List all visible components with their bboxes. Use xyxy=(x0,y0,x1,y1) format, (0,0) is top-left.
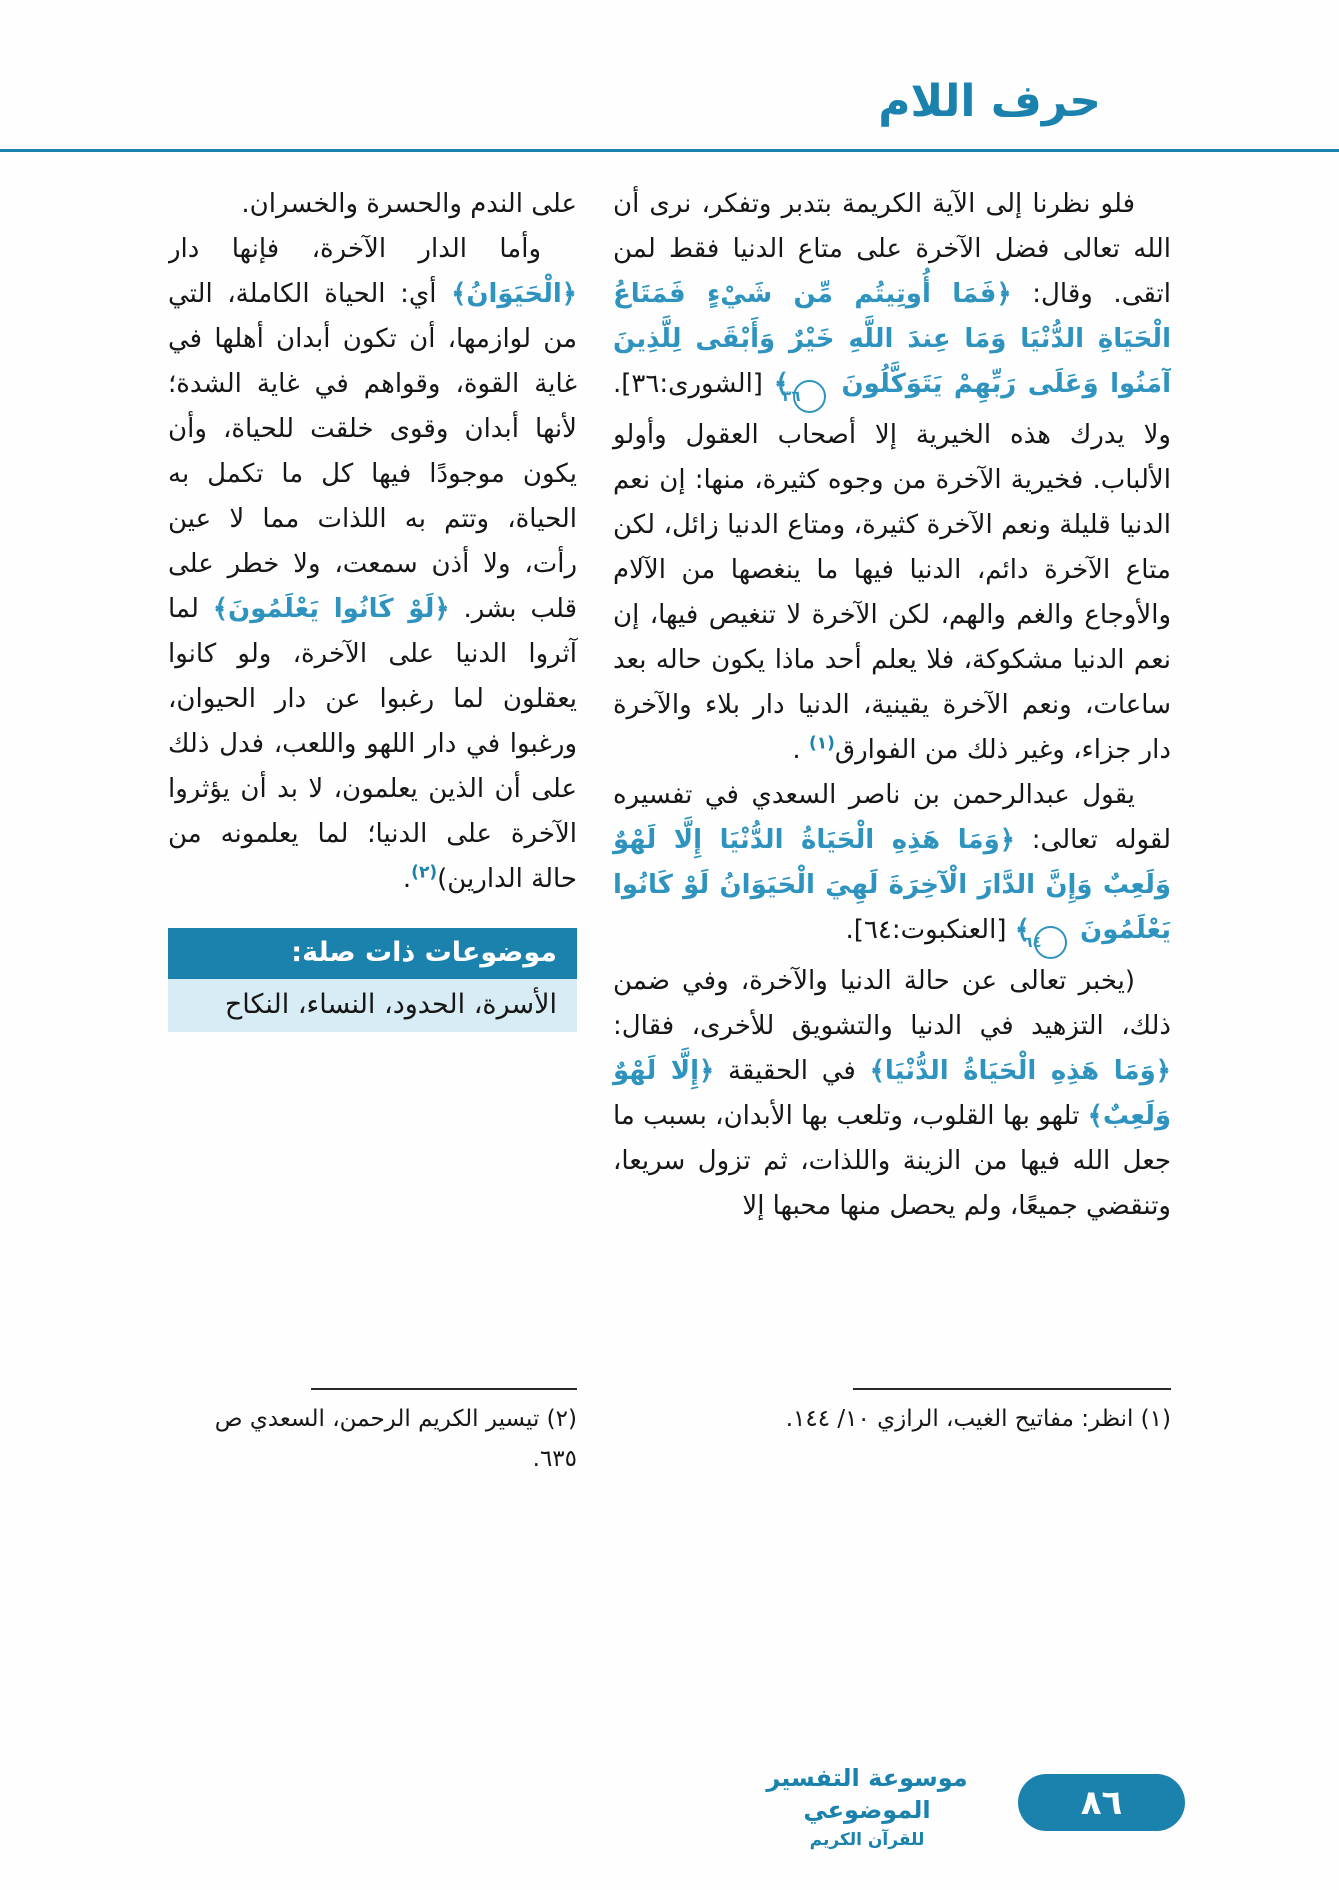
column-left xyxy=(168,182,577,1394)
body-text: على الندم والحسرة والخسران. xyxy=(241,189,577,219)
body-text: . xyxy=(792,735,809,765)
ayah-number-ornament: ٦٤ xyxy=(1034,926,1067,959)
body-text: وأما الدار الآخرة، فإنها دار xyxy=(168,234,541,264)
paragraph xyxy=(613,182,1171,773)
quran-quote: ﴾ xyxy=(1014,915,1030,945)
body-text: [الشورى:٣٦]. ولا يدرك هذه الخيرية إلا أصحاب العقول وأولو الألباب. فخيرية الآخرة من وجوه كثيرة، منها: إن نعم الدنيا قليلة ونعم الآخرة كثيرة، ومتاع الدنيا زائل، لكن متاع الآخرة دائم، الدنيا فيها ما ينغصها من الآلام والأوجاع والغم والهم، لكن الآخرة لا تنغيص فيها، إن نعم الدنيا مشكوكة، فلا يعلم أحد ماذا يكون حاله بعد ساعات، ونعم الآخرة يقينية، الدنيا دار بلاء والآخرة دار جزاء، وغير ذلك من الفوارق xyxy=(613,369,1171,765)
related-topics-title: موضوعات ذات صلة: xyxy=(168,928,577,979)
logo-subtitle: للقرآن الكريم xyxy=(809,1830,925,1850)
chapter-title: حرف اللام xyxy=(878,76,1101,127)
footnote-2-text: (٢) تيسير الكريم الرحمن، السعدي ص ٦٣٥. xyxy=(214,1406,577,1472)
related-topics-box xyxy=(168,928,577,1032)
footnote-1 xyxy=(613,1388,1171,1479)
paragraph xyxy=(613,959,1171,1229)
body-text: (يخبر تعالى عن حالة الدنيا والآخرة، وفي ضمن ذلك، التزهيد في الدنيا والتشويق للأخرى، فقال: xyxy=(613,966,1171,1041)
quran-quote: ﴿لَوْ كَانُوا يَعْلَمُونَ﴾ xyxy=(212,594,450,624)
footnote-reference: (٢) xyxy=(411,862,438,883)
paragraph xyxy=(168,227,577,902)
body-text: . xyxy=(402,864,412,894)
header-divider xyxy=(0,149,1339,152)
footnote-2 xyxy=(168,1388,577,1479)
paragraph xyxy=(613,773,1171,959)
quran-quote: ﴾ xyxy=(773,369,789,399)
body-text: تلهو بها القلوب، وتلعب بها الأبدان، بسبب ما جعل الله فيها من الزينة واللذات، ثم تزول سريعا، وتنقضي جميعًا، ولم يحصل منها محبها إلا xyxy=(613,1101,1171,1221)
paragraph xyxy=(168,182,577,227)
publisher-logo xyxy=(745,1762,989,1850)
body-text: [العنكبوت:٦٤]. xyxy=(845,915,1015,945)
two-column-text xyxy=(168,182,1171,1394)
quran-quote: ﴿وَمَا هَذِهِ الْحَيَاةُ الدُّنْيَا إِلَّا لَهْوٌ وَلَعِبٌ وَإِنَّ الدَّارَ الْآخِرَةَ لَهِيَ الْحَيَوَانُ لَوْ كَانُوا يَعْلَمُونَ xyxy=(613,825,1171,945)
body-text: فلو نظرنا إلى الآية الكريمة بتدبر وتفكر، نرى أن الله تعالى فضل الآخرة على متاع الدنيا فقط لمن اتقى. وقال: xyxy=(613,189,1171,309)
footnotes xyxy=(168,1388,1171,1479)
body-text: أي: الحياة الكاملة، التي من لوازمها، أن تكون أبدان أهلها في غاية القوة، وقواهم في غاية الشدة؛ لأنها أبدان وقوى خلقت للحياة، وأن يكون موجودًا فيها كل ما تكمل به الحياة، وتتم به اللذات مما لا عين رأت، ولا أذن سمعت، ولا خطر على قلب بشر. xyxy=(168,279,578,624)
page-number-badge: ٨٦ xyxy=(1018,1774,1185,1831)
body-text: في الحقيقة xyxy=(714,1056,870,1086)
column-left-text xyxy=(168,182,577,902)
column-right xyxy=(613,182,1171,1394)
logo-title: موسوعة التفسير الموضوعي xyxy=(766,1764,968,1824)
body-text: يقول عبدالرحمن بن ناصر السعدي في تفسيره لقوله تعالى: xyxy=(613,780,1171,855)
footnote-1-text: (١) انظر: مفاتيح الغيب، الرازي ١٠/ ١٤٤. xyxy=(785,1406,1171,1432)
ayah-number-ornament: ٣٦ xyxy=(793,380,826,413)
quran-quote: ﴿وَمَا هَذِهِ الْحَيَاةُ الدُّنْيَا﴾ xyxy=(869,1056,1171,1086)
body-text: لما آثروا الدنيا على الآخرة، ولو كانوا يعقلون لما رغبوا عن دار الحيوان، ورغبوا في دار اللهو واللعب، فدل ذلك على أن الذين يعلمون، لا بد أن يؤثروا الآخرة على الدنيا؛ لما يعلمونه من حالة الدارين) xyxy=(168,594,577,894)
related-topics-list: الأسرة، الحدود، النساء، النكاح xyxy=(168,979,577,1032)
quran-quote: ﴿الْحَيَوَانُ﴾ xyxy=(451,279,577,309)
quran-quote: ﴿فَمَا أُوتِيتُم مِّن شَيْءٍ فَمَتَاعُ الْحَيَاةِ الدُّنْيَا وَمَا عِندَ اللَّهِ خَيْرٌ وَأَبْقَى لِلَّذِينَ آمَنُوا وَعَلَى رَبِّهِمْ يَتَوَكَّلُونَ xyxy=(613,279,1171,399)
footnote-reference: (١) xyxy=(808,733,835,754)
quran-quote: ﴿إِلَّا لَهْوٌ وَلَعِبٌ﴾ xyxy=(613,1056,1171,1131)
